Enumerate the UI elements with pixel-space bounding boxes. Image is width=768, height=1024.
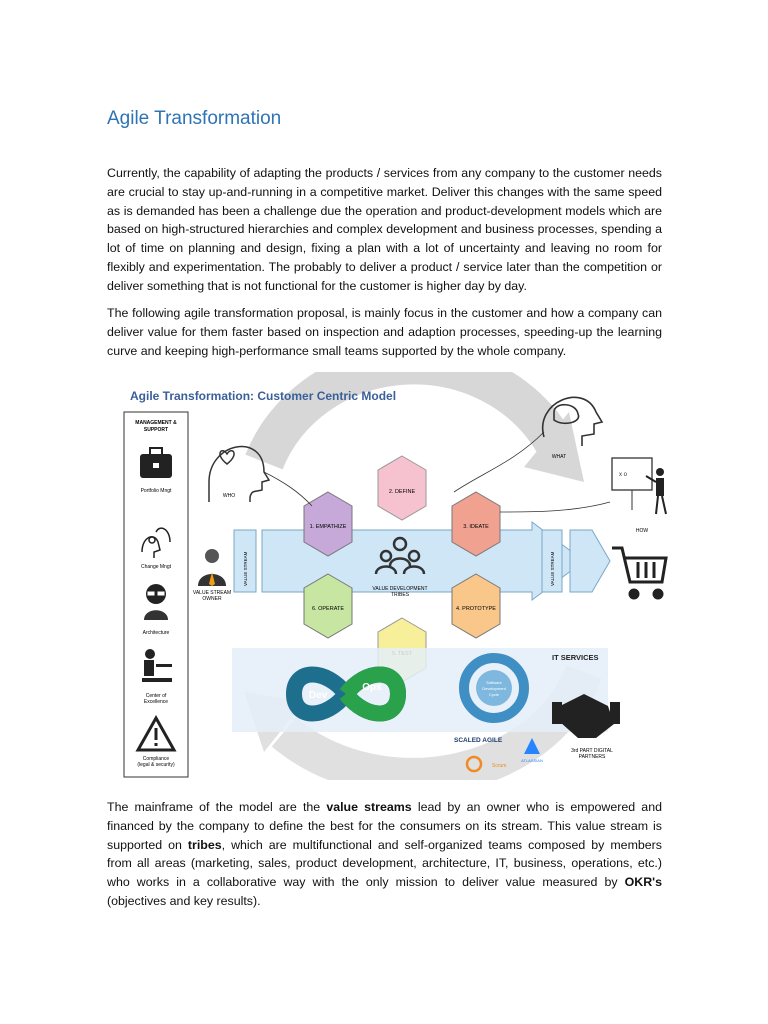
svg-text:4. PROTOTYPE: 4. PROTOTYPE (456, 606, 496, 612)
partners-line1: 3rd PART DIGITAL (571, 748, 613, 754)
svg-text:Software: Software (486, 680, 502, 685)
p3-part1: The mainframe of the model are the (107, 800, 327, 814)
sidebar-item-coe-line2: Excellence (143, 699, 169, 705)
hex-operate (304, 574, 352, 638)
svg-text:2. DEFINE: 2. DEFINE (388, 489, 416, 495)
p3-bold-tribes: tribes (187, 837, 222, 852)
svg-text:Development: Development (482, 686, 506, 691)
hex-define (378, 456, 426, 520)
p3-part3: , which are multifunctional and self-organized teams composed by members from all areas (marketing, sales, product development, architecture, IT, business, operations, etc.) who works in a collaborative way with the only mission to deliver value measured by (107, 837, 662, 890)
scaled-agile-logo: SCALED AGILE (454, 737, 503, 744)
svg-text:x o: x o (619, 472, 628, 478)
presenter-icon (612, 458, 666, 514)
how-label: HOW (635, 528, 649, 534)
vs-owner-line2: OWNER (202, 596, 222, 602)
svg-text:1. EMPATHIZE: 1. EMPATHIZE (309, 524, 347, 530)
proposal-paragraph: The following agile transformation proposal, is mainly focus in the customer and how a company can deliver value for them faster based on inspection and adaption processes, speeding-up the learning curve and keeping high-performance small teams supported by the whole company. (107, 306, 662, 358)
sidebar-item-change: Change Mngt (140, 564, 172, 570)
devops-ops-label: Ops (362, 682, 382, 693)
tribes-line2: TRIBES (390, 592, 410, 598)
svg-text:Cycle: Cycle (488, 692, 500, 697)
svg-text:Scrum: Scrum (492, 763, 507, 769)
value-stream-right-label: VALUE STREAM (550, 551, 555, 586)
value-stream-owner-icon (198, 549, 226, 586)
sidebar-item-architecture: Architecture (142, 630, 170, 636)
svg-text:3. IDEATE: 3. IDEATE (463, 524, 489, 530)
it-services-label: IT SERVICES (552, 653, 599, 662)
p3-bold-okrs: OKR's (624, 875, 662, 890)
what-label: WHAT (551, 454, 567, 460)
devops-dev-label: Dev (308, 690, 328, 701)
p3-bold-value-streams: value streams (326, 800, 412, 814)
sidebar-item-portfolio: Portfolio Mngt (140, 488, 172, 494)
hex-empathize (304, 492, 352, 556)
customer-centric-model-diagram (114, 372, 674, 780)
diagram-title: Agile Transformation: Customer Centric Model (130, 389, 397, 403)
sidebar-heading-line1: MANAGEMENT & (135, 420, 177, 426)
hex-prototype (452, 574, 500, 638)
sidebar-item-compliance-line2: (legal & security) (137, 762, 175, 768)
model-description-paragraph (107, 798, 662, 911)
sidebar-item-compliance-line1: Compliance (142, 756, 170, 762)
partners-line2: PARTNERS (578, 754, 606, 760)
sidebar-item-coe-line1: Center of (145, 693, 167, 699)
who-head-icon (209, 447, 269, 502)
who-label: WHO (222, 493, 236, 499)
intro-paragraph: Currently, the capability of adapting the products / services from any company to the customer needs are crucial to stay up-and-running in a competitive market. Deliver this changes with the same speed as is demanded has been a challenge due the operation and product-development models which are based on high-structured hierarchies and complex development and business processes, spending a lot of time on planning and design, fixing a plan with a lot of uncertainty and leaving no room for flexibly and experimentation. The probably to deliver a product / service later than the competition or deliver something that is not functional for the customer is higher day by day. (107, 166, 662, 293)
hex-ideate (452, 492, 500, 556)
value-stream-left-label: VALUE STREAM (243, 551, 248, 586)
document-title: Agile Transformation (107, 108, 282, 129)
shopping-cart-icon (612, 548, 666, 598)
svg-text:6. OPERATE: 6. OPERATE (312, 606, 344, 612)
p3-part4: (objectives and key results). (107, 893, 261, 908)
svg-text:ATLASSIAN: ATLASSIAN (521, 758, 543, 763)
sidebar-heading-line2: SUPPORT (143, 427, 169, 433)
vs-owner-line1: VALUE STREAM (192, 590, 232, 596)
management-support-sidebar (124, 412, 188, 777)
p3-part2: lead by an owner who is empowered and financed by the company to define the best for the consumers on its stream. This value stream is supported on (107, 800, 662, 852)
tribes-line1: VALUE DEVELOPMENT (372, 586, 428, 592)
